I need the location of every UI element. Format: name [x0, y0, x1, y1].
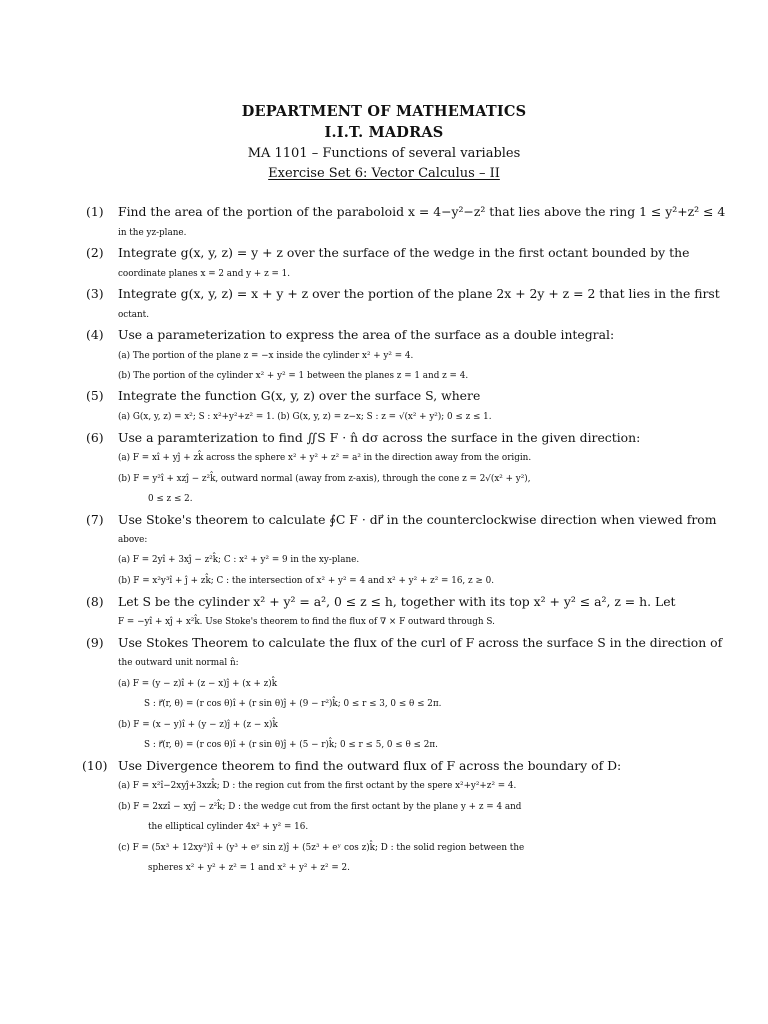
problem-part: (b) The portion of the cylinder x² + y² = 1 between the planes z = 1 and z = 4.: [118, 371, 469, 381]
exercise-title: [0, 166, 768, 181]
problem-text: Use Stoke's theorem to calculate ∮C F · dr⃗ in the counterclockwise direction when viewed from: [118, 512, 717, 527]
problem-part: (b) F = x²y³î + ĵ + zk̂; C : the intersection of x² + y² = 4 and x² + y² + z² = 16, z ≥ 0.: [118, 576, 495, 586]
problem-part: (a) G(x, y, z) = x²; S : x²+y²+z² = 1. (b) G(x, y, z) = z−x; S : z = √(x² + y²); 0 ≤ z ≤ 1.: [118, 412, 492, 422]
problem-text-continued: in the yz-plane.: [118, 228, 187, 238]
problem-number: (8): [86, 594, 104, 609]
problem-8: [86, 592, 726, 612]
problem-part: (b) F = (x − y)î + (y − z)ĵ + (z − x)k̂: [118, 720, 278, 730]
problem-part-continued: the elliptical cylinder 4x² + y² = 16.: [148, 822, 309, 832]
problem-text: Find the area of the portion of the paraboloid x = 4−y²−z² that lies above the ring 1 ≤ y²+z² ≤ 4: [118, 204, 726, 219]
problem-part-continued: spheres x² + y² + z² = 1 and x² + y² + z² = 2.: [148, 863, 350, 873]
problem-text-continued: F = −yî + xĵ + x²k̂. Use Stoke's theorem to find the flux of ∇ × F outward through S.: [118, 617, 495, 627]
problem-1: [86, 202, 726, 222]
problem-text-continued: octant.: [118, 310, 149, 320]
problem-text: Use Divergence theorem to find the outward flux of F across the boundary of D:: [118, 758, 622, 773]
problem-5: [86, 386, 726, 406]
problem-6: [86, 428, 726, 448]
problem-text: Let S be the cylinder x² + y² = a², 0 ≤ z ≤ h, together with its top x² + y² ≤ a², z = h. Let: [118, 594, 676, 609]
problem-part: (b) F = 2xzî − xyĵ − z²k̂; D : the wedge cut from the first octant by the plane y + z = 4 and: [118, 802, 522, 812]
problem-number: (3): [86, 286, 104, 301]
problem-text: Integrate the function G(x, y, z) over the surface S, where: [118, 388, 481, 403]
problem-part: (a) F = xî + yĵ + zk̂ across the sphere x² + y² + z² = a² in the direction away from the origin.: [118, 453, 532, 463]
problem-number: (4): [86, 327, 104, 342]
problem-part: (b) F = y²î + xzĵ − z²k̂, outward normal (away from z-axis), through the cone z = 2√(x² + y²),: [118, 474, 531, 484]
problem-number: (5): [86, 388, 104, 403]
problem-part: (a) F = x²î−2xyĵ+3xzk̂; D : the region cut from the first octant by the spere x²+y²+z² = 4.: [118, 781, 517, 791]
problem-part: (c) F = (5x³ + 12xy²)î + (y³ + eʸ sin z)ĵ + (5z³ + eʸ cos z)k̂; D : the solid region between the: [118, 843, 525, 853]
problem-2: [86, 243, 726, 263]
problem-9: [86, 633, 726, 653]
problem-text-continued: coordinate planes x = 2 and y + z = 1.: [118, 269, 291, 279]
problem-part-surface: S : r⃗(r, θ) = (r cos θ)î + (r sin θ)ĵ + (9 − r²)k̂; 0 ≤ r ≤ 3, 0 ≤ θ ≤ 2π.: [144, 699, 442, 709]
problem-part-surface: S : r⃗(r, θ) = (r cos θ)î + (r sin θ)ĵ + (5 − r)k̂; 0 ≤ r ≤ 5, 0 ≤ θ ≤ 2π.: [144, 740, 438, 750]
problem-7: [86, 510, 726, 530]
problem-text: Use Stokes Theorem to calculate the flux of the curl of F across the surface S in the direction of: [118, 635, 723, 650]
problem-10: [82, 756, 722, 776]
problem-text: Use a paramterization to find ∬S F · n̂ dσ across the surface in the given direction:: [118, 430, 641, 445]
department-heading: DEPARTMENT OF MATHEMATICS: [241, 103, 527, 120]
problem-4: [86, 325, 726, 345]
course-title: MA 1101 – Functions of several variables: [247, 146, 521, 161]
problem-3: [86, 284, 726, 304]
problem-number: (6): [86, 430, 104, 445]
problem-text: Integrate g(x, y, z) = y + z over the surface of the wedge in the first octant bounded by the: [118, 245, 690, 260]
problem-text: Use a parameterization to express the area of the surface as a double integral:: [118, 327, 615, 342]
problem-number: (9): [86, 635, 104, 650]
problem-number: (7): [86, 512, 104, 527]
problem-number: (1): [86, 204, 104, 219]
problem-part-continued: 0 ≤ z ≤ 2.: [148, 494, 193, 504]
problem-text-continued: the outward unit normal n̂:: [118, 658, 239, 668]
problem-part: (a) F = (y − z)î + (z − x)ĵ + (x + z)k̂: [118, 679, 278, 689]
problem-part: (a) The portion of the plane z = −x inside the cylinder x² + y² = 4.: [118, 351, 414, 361]
problem-text: Integrate g(x, y, z) = x + y + z over the portion of the plane 2x + 2y + z = 2 that lies in the first: [118, 286, 720, 301]
problem-part: (a) F = 2yî + 3xĵ − z²k̂; C : x² + y² = 9 in the xy-plane.: [118, 555, 360, 565]
institute-heading: I.I.T. MADRAS: [324, 124, 444, 141]
exercise-title-text: Exercise Set 6: Vector Calculus – II: [268, 166, 500, 181]
problem-number: (10): [82, 758, 108, 773]
problem-number: (2): [86, 245, 104, 260]
problem-text-continued: above:: [118, 535, 148, 545]
